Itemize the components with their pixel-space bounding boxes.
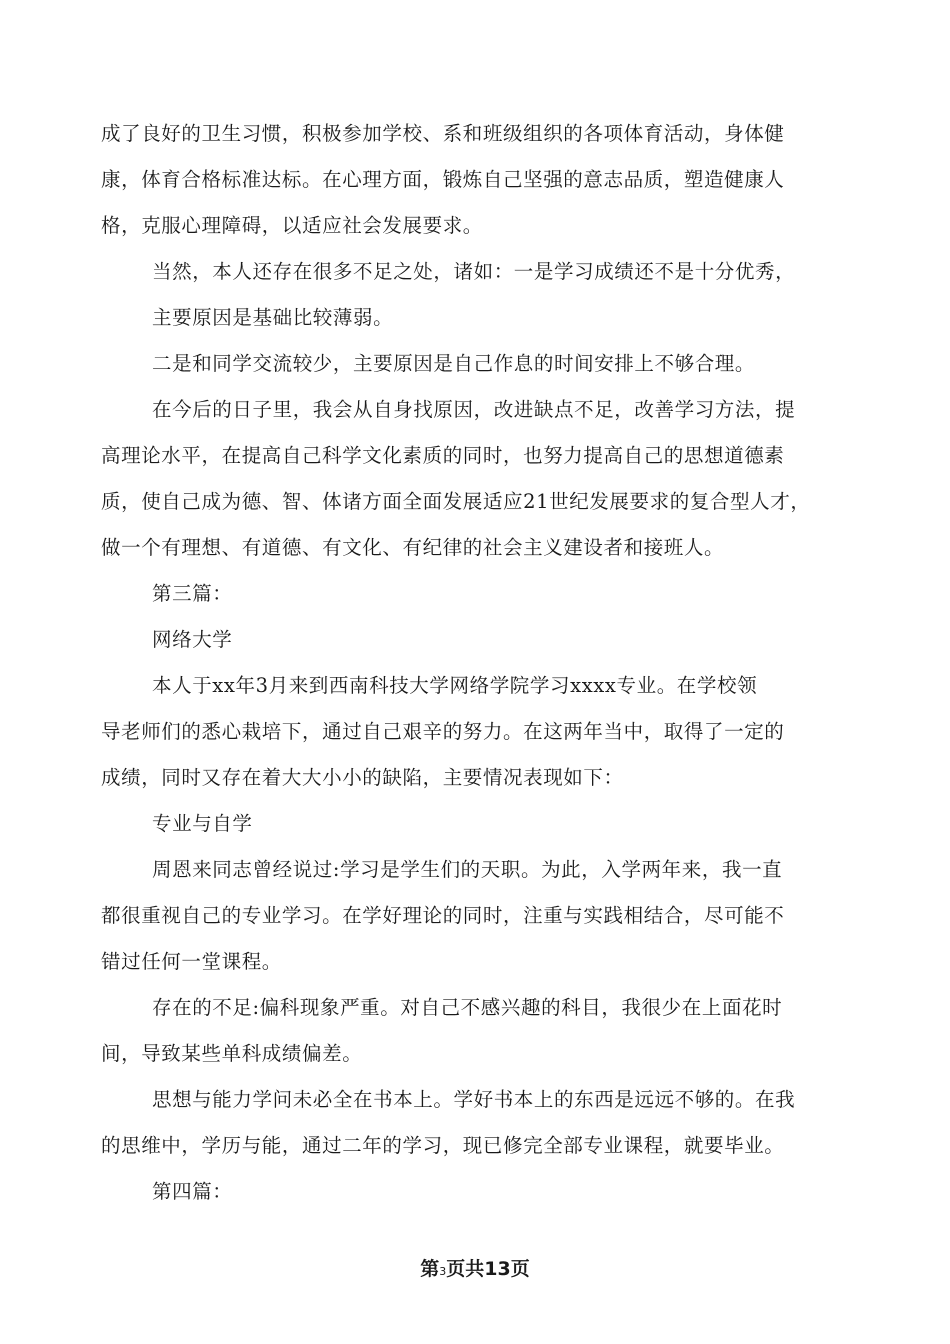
text-line: 主要原因是基础比较薄弱。	[152, 306, 394, 329]
text-line: 质，使自己成为德、智、体诸方面全面发展适应21世纪发展要求的复合型人才，	[101, 490, 811, 513]
text-line: 的思维中，学历与能，通过二年的学习，现已修完全部专业课程，就要毕业。	[101, 1134, 785, 1157]
text-line: 都很重视自己的专业学习。在学好理论的同时，注重与实践相结合，尽可能不	[101, 904, 785, 927]
footer-prefix: 第	[420, 1258, 440, 1280]
footer-suffix: 页	[510, 1258, 530, 1280]
section-subheading: 专业与自学	[152, 812, 253, 835]
section-heading: 第四篇：	[152, 1180, 233, 1203]
text-line: 格，克服心理障碍，以适应社会发展要求。	[101, 214, 483, 237]
text-line: 思想与能力学问未必全在书本上。学好书本上的东西是远远不够的。在我	[152, 1088, 796, 1111]
text-line: 在今后的日子里，我会从自身找原因，改进缺点不足，改善学习方法，提	[152, 398, 796, 421]
text-line: 导老师们的悉心栽培下，通过自己艰辛的努力。在这两年当中，取得了一定的	[101, 720, 785, 743]
text-line: 二是和同学交流较少，主要原因是自己作息的时间安排上不够合理。	[152, 352, 756, 375]
footer-middle: 页共	[446, 1258, 485, 1280]
text-line: 高理论水平，在提高自己科学文化素质的同时，也努力提高自己的思想道德素	[101, 444, 785, 467]
footer-total-pages: 13	[484, 1258, 511, 1280]
text-line: 康，体育合格标准达标。在心理方面，锻炼自己坚强的意志品质，塑造健康人	[101, 168, 785, 191]
text-line: 错过任何一堂课程。	[101, 950, 282, 973]
text-line: 本人于xx年3月来到西南科技大学网络学院学习xxxx专业。在学校领	[152, 674, 758, 697]
text-line: 周恩来同志曾经说过:学习是学生们的天职。为此，入学两年来，我一直	[152, 858, 783, 881]
page-footer	[0, 1256, 950, 1285]
footer-current-page: 3	[439, 1265, 447, 1278]
text-line: 存在的不足:偏科现象严重。对自己不感兴趣的科目，我很少在上面花时	[152, 996, 783, 1019]
text-line: 间，导致某些单科成绩偏差。	[101, 1042, 363, 1065]
section-heading: 第三篇：	[152, 582, 233, 605]
text-line: 成绩，同时又存在着大大小小的缺陷，主要情况表现如下：	[101, 766, 624, 789]
text-line: 成了良好的卫生习惯，积极参加学校、系和班级组织的各项体育活动，身体健	[101, 122, 785, 145]
text-line: 当然，本人还存在很多不足之处，诸如：一是学习成绩还不是十分优秀，	[152, 260, 796, 283]
text-line: 做一个有理想、有道德、有文化、有纪律的社会主义建设者和接班人。	[101, 536, 725, 559]
section-subheading: 网络大学	[152, 628, 233, 651]
